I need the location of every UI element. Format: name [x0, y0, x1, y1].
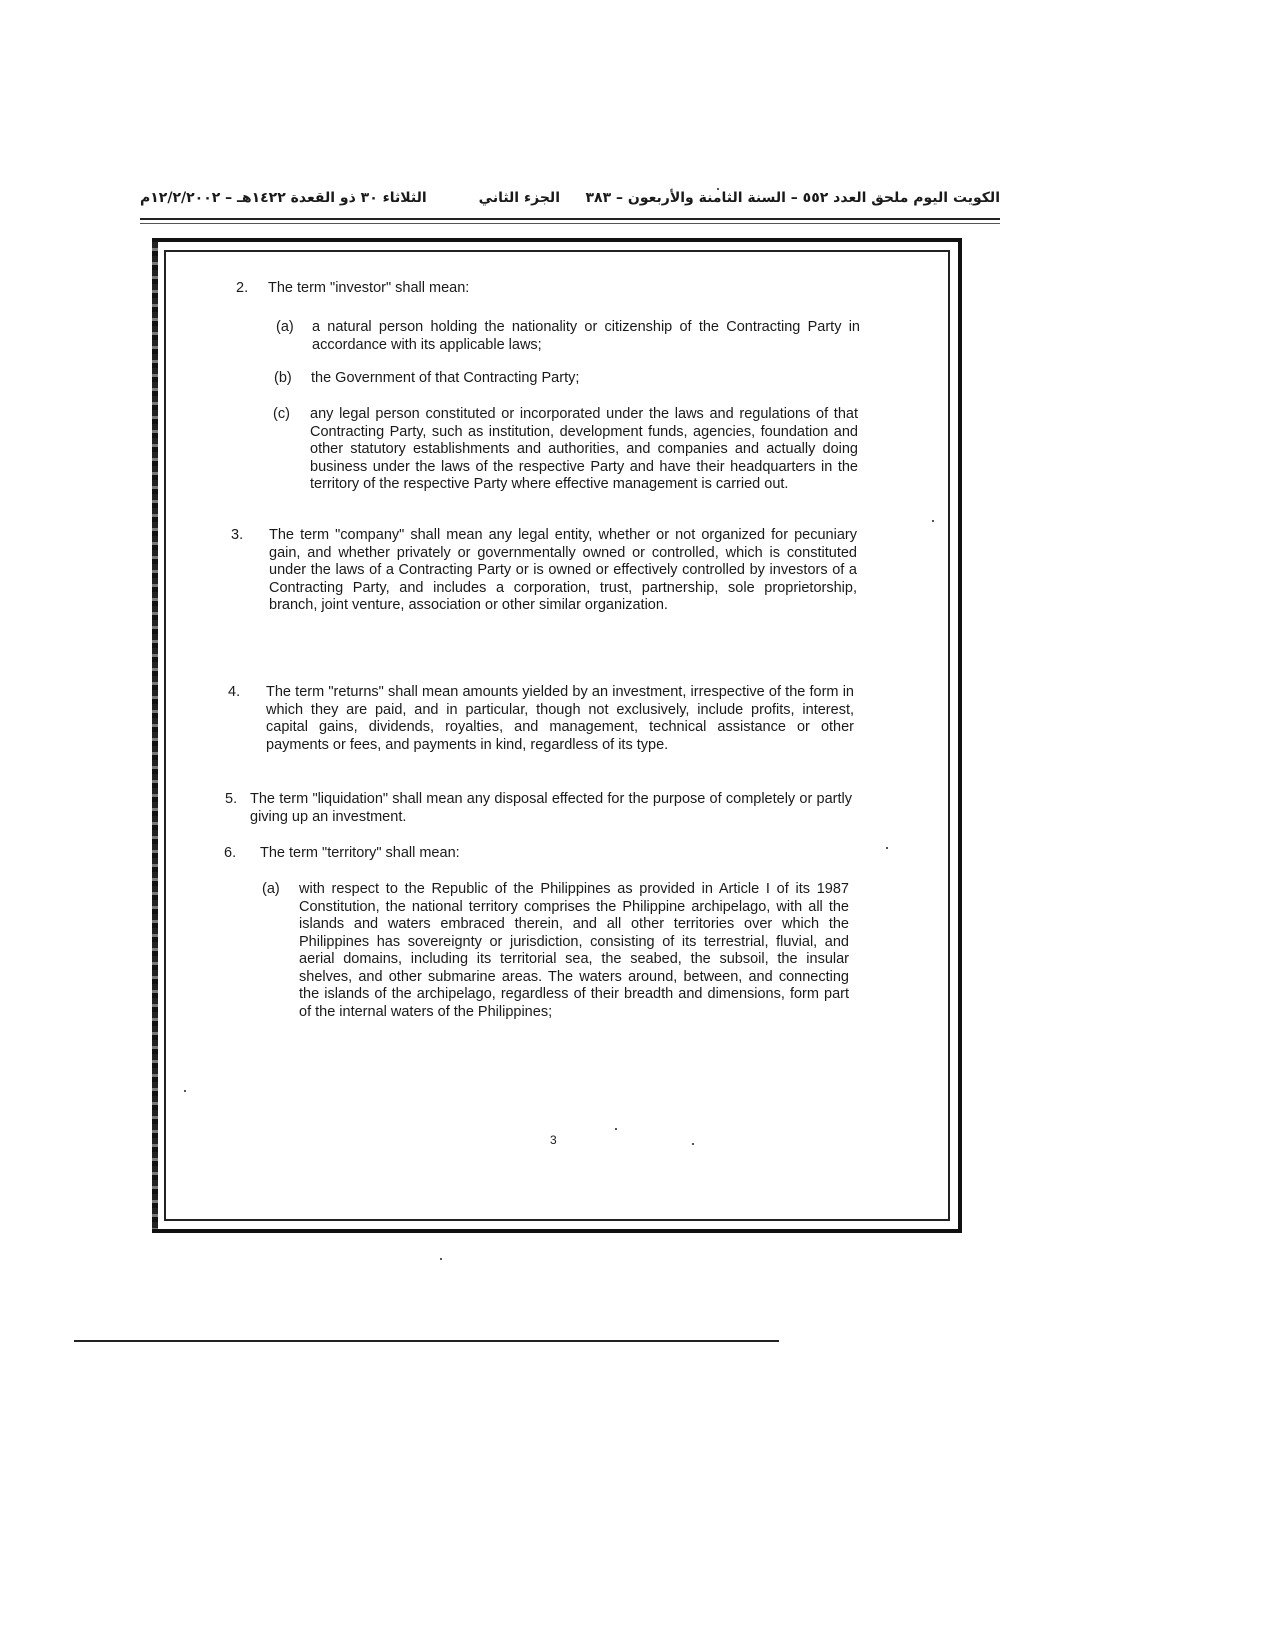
gazette-header [140, 190, 1000, 214]
scan-speck [717, 188, 719, 190]
item-number: 4. [228, 684, 241, 700]
subitem-label: (a) [276, 319, 294, 335]
item-6a-text: with respect to the Republic of the Philippines as provided in Article I of its 1987 Constitution, the national territory comprises the Philippine archipelago, with all the islands and waters embraced therein, and all other territories over which the Philippines has sovereignty or jurisdiction, consisting of its terrestrial, fluvial, and aerial domains, including its territorial sea, the seabed, the subsoil, the insular shelves, and other submarine areas. The waters around, between, and connecting the islands of the archipelago, regardless of their breadth and dimensions, form part of the internal waters of the Philippines; [299, 881, 849, 1020]
header-rule-thin [140, 223, 1000, 224]
item-3-text: The term "company" shall mean any legal entity, whether or not organized for pecuniary gain, and whether privately or governmentally owned or controlled, which is constituted under the laws of a Contracting Party or is owned or effectively controlled by investors of a Contracting Party, and includes a corporation, trust, partnership, sole proprietorship, branch, joint venture, association or other similar organization. [269, 527, 857, 613]
scan-speck [932, 520, 934, 522]
item-2-text: The term "investor" shall mean: [268, 280, 470, 296]
item-2a-text: a natural person holding the nationality or citizenship of the Contracting Party in accordance with its applicable laws; [312, 319, 860, 353]
item-2c-text: any legal person constituted or incorporated under the laws and regulations of that Contracting Party, such as institution, development funds, agencies, foundation and other statutory establishments and authorities, and companies and actually doing business under the laws of the respective Party and have their headquarters in the territory of the respective Party where effective management is carried out. [310, 406, 858, 492]
header-part: الجزء الثاني [478, 190, 560, 206]
header-gazette-issue: الكويت اليوم ملحق العدد ٥٥٢ – السنة الثامنة والأربعون – ٣٨٣ [585, 190, 1000, 206]
subitem-label: (a) [262, 881, 280, 897]
page-number: 3 [550, 1133, 557, 1147]
scan-speck [615, 1128, 617, 1130]
item-4-text: The term "returns" shall mean amounts yielded by an investment, irrespective of the form in which they are paid, and in particular, though not exclusively, include profits, interest, capital gains, dividends, royalties, and management, technical assistance or other payments or fees, and payments in kind, regardless of its type. [266, 684, 854, 753]
subitem-label: (b) [274, 370, 292, 386]
scan-speck [440, 1258, 442, 1260]
item-6-text: The term "territory" shall mean: [260, 845, 460, 861]
header-date: الثلاثاء ٣٠ ذو القعدة ١٤٢٢هـ – ١٢/٢/٢٠٠٢م [140, 190, 427, 206]
bottom-rule [74, 1340, 779, 1342]
scan-edge-shade [152, 242, 158, 1229]
item-number: 3. [231, 527, 244, 543]
scan-speck [886, 847, 888, 849]
item-5-text: The term "liquidation" shall mean any disposal effected for the purpose of completely or partly giving up an investment. [250, 791, 852, 825]
scan-speck [692, 1143, 694, 1145]
item-2b-text: the Government of that Contracting Party; [311, 370, 580, 386]
subitem-label: (c) [273, 406, 290, 422]
header-rule [140, 218, 1000, 220]
item-number: 6. [224, 845, 237, 861]
scan-speck [184, 1090, 186, 1092]
item-number: 2. [236, 280, 249, 296]
item-number: 5. [225, 791, 238, 807]
